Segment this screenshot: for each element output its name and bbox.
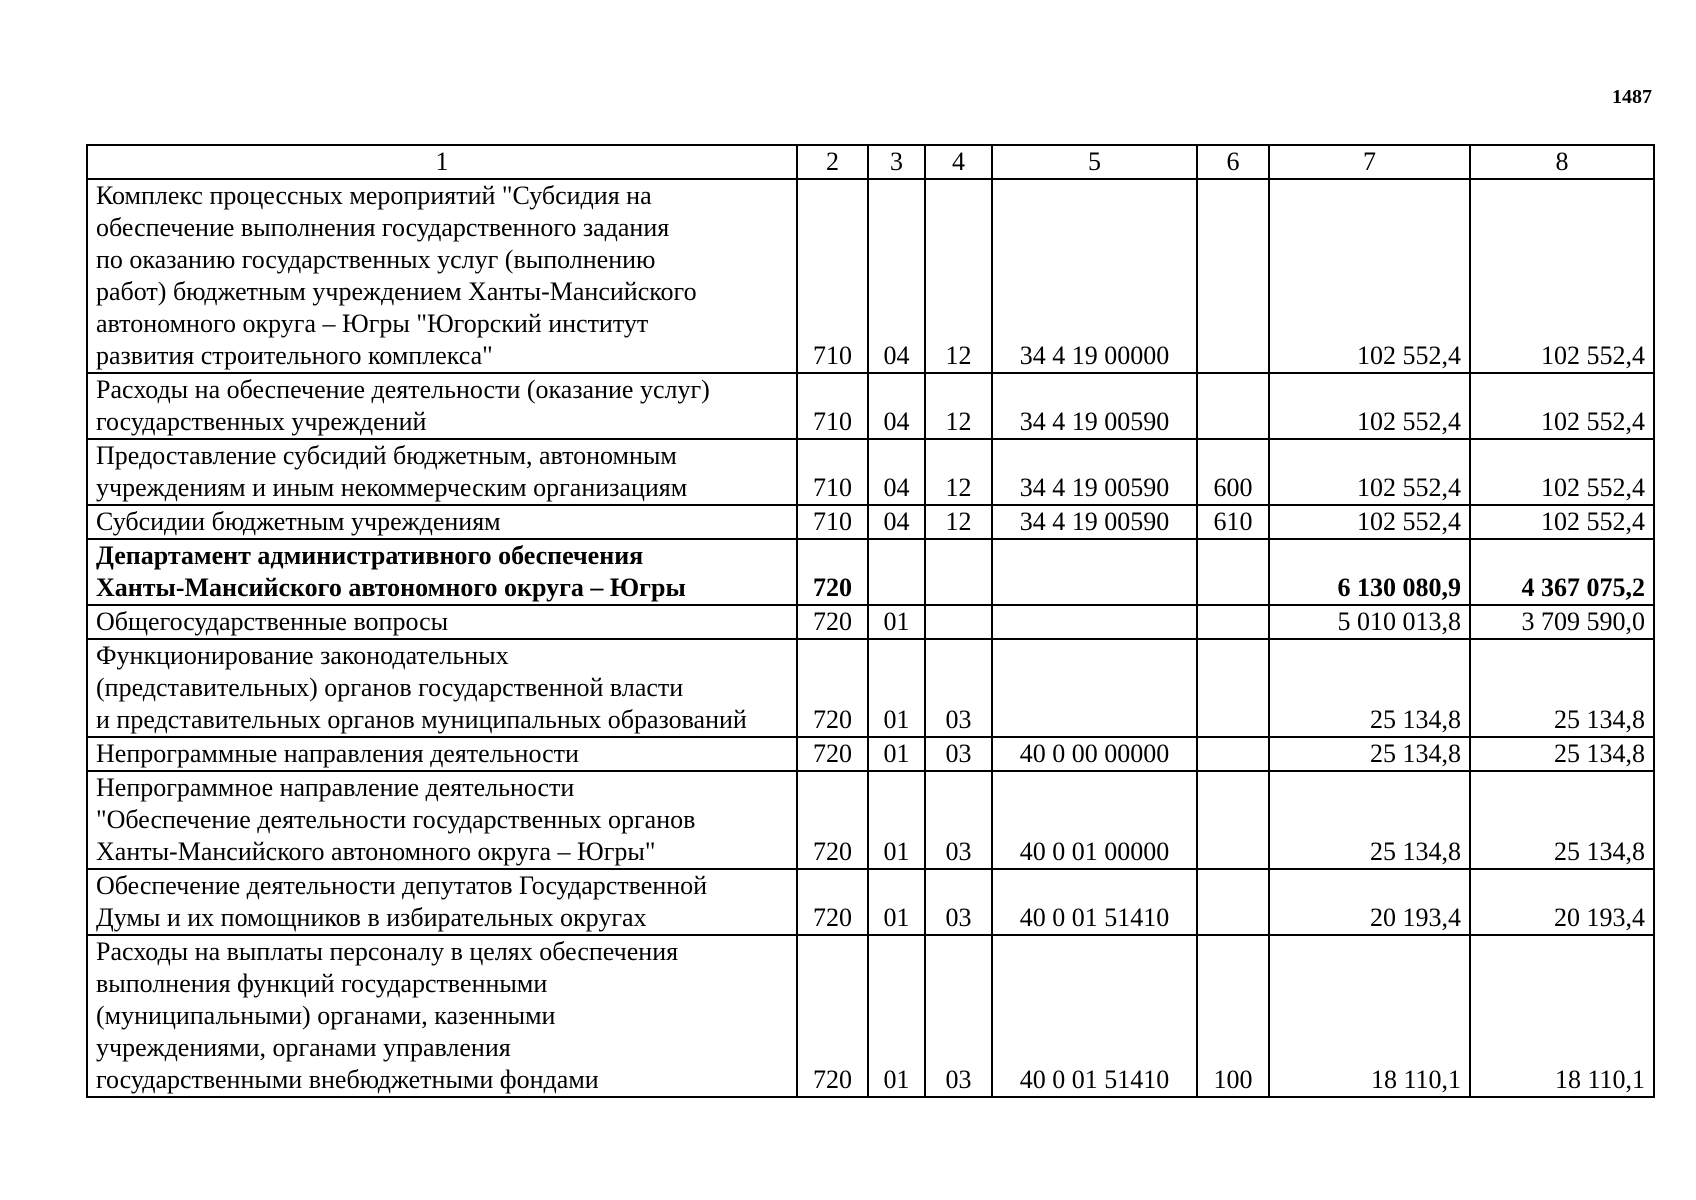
glavbudget-cell: 720 [797,771,868,869]
subsection-cell: 12 [925,439,992,505]
table-row [87,771,1654,869]
row-name-line: по оказанию государственных услуг (выполнению [96,245,656,274]
section-cell: 04 [868,505,925,539]
row-name-line: учреждениями, органами управления [96,1033,511,1062]
subsection-cell: 03 [925,869,992,935]
glavbudget-cell: 720 [797,935,868,1097]
target-article-cell: 34 4 19 00590 [992,439,1197,505]
row-name-cell [87,539,797,605]
amount-col8-cell: 25 134,8 [1470,639,1654,737]
glavbudget-cell: 710 [797,439,868,505]
header-cell: 7 [1269,145,1470,179]
table-row [87,505,1654,539]
subsection-cell: 12 [925,179,992,373]
table-row [87,737,1654,771]
amount-col8-cell: 102 552,4 [1470,373,1654,439]
expense-type-cell [1197,869,1269,935]
row-name-line: Обеспечение деятельности депутатов Государственной [96,871,708,900]
glavbudget-cell: 710 [797,373,868,439]
expense-type-cell [1197,771,1269,869]
table-row [87,639,1654,737]
row-name-cell [87,373,797,439]
subsection-cell: 03 [925,935,992,1097]
expense-type-cell: 100 [1197,935,1269,1097]
target-article-cell: 40 0 00 00000 [992,737,1197,771]
row-name-cell [87,639,797,737]
row-name-cell [87,869,797,935]
target-article-cell: 40 0 01 51410 [992,935,1197,1097]
section-cell: 01 [868,935,925,1097]
table-header-row [87,145,1654,179]
glavbudget-cell: 720 [797,639,868,737]
amount-col8-cell: 25 134,8 [1470,737,1654,771]
amount-col8-cell: 102 552,4 [1470,439,1654,505]
row-name-line: государственных учреждений [96,407,427,436]
table-row [87,373,1654,439]
amount-col7-cell: 102 552,4 [1269,505,1470,539]
amount-col7-cell: 25 134,8 [1269,771,1470,869]
table-row [87,869,1654,935]
header-cell: 2 [797,145,868,179]
table-row [87,179,1654,373]
expense-type-cell [1197,179,1269,373]
row-name-line: учреждениям и иным некоммерческим организациям [96,473,688,502]
row-name-line: Непрограммные направления деятельности [96,739,579,768]
amount-col7-cell: 102 552,4 [1269,439,1470,505]
subsection-cell: 03 [925,771,992,869]
row-name-line: (муниципальными) органами, казенными [96,1001,556,1030]
amount-col7-cell: 102 552,4 [1269,179,1470,373]
table-body [87,145,1654,1097]
target-article-cell: 40 0 01 00000 [992,771,1197,869]
row-name-line: Комплекс процессных мероприятий "Субсидия на [96,181,652,210]
table-row [87,439,1654,505]
glavbudget-cell: 720 [797,869,868,935]
page-number: 1487 [1612,86,1652,108]
subsection-cell: 12 [925,373,992,439]
target-article-cell [992,605,1197,639]
amount-col8-cell: 20 193,4 [1470,869,1654,935]
expense-type-cell [1197,605,1269,639]
row-name-line: автономного округа – Югры "Югорский институт [96,309,649,338]
subsection-cell: 03 [925,639,992,737]
section-cell: 04 [868,179,925,373]
target-article-cell: 34 4 19 00000 [992,179,1197,373]
subsection-cell [925,539,992,605]
amount-col7-cell: 25 134,8 [1269,737,1470,771]
amount-col8-cell: 25 134,8 [1470,771,1654,869]
glavbudget-cell: 710 [797,179,868,373]
subsection-cell: 03 [925,737,992,771]
header-cell: 1 [87,145,797,179]
row-name-line: Расходы на выплаты персоналу в целях обеспечения [96,937,679,966]
glavbudget-cell: 710 [797,505,868,539]
subsection-cell: 12 [925,505,992,539]
expense-type-cell [1197,737,1269,771]
row-name-cell [87,771,797,869]
section-cell: 01 [868,639,925,737]
expense-type-cell: 600 [1197,439,1269,505]
row-name-line: (представительных) органов государственной власти [96,673,684,702]
row-name-cell [87,737,797,771]
row-name-line: Ханты-Мансийского автономного округа – Югры [96,573,686,602]
amount-col8-cell: 102 552,4 [1470,179,1654,373]
expense-type-cell [1197,539,1269,605]
row-name-line: Функционирование законодательных [96,641,509,670]
row-name-line: государственными внебюджетными фондами [96,1065,599,1094]
section-cell: 04 [868,373,925,439]
budget-table [86,144,1655,1098]
amount-col7-cell: 6 130 080,9 [1269,539,1470,605]
glavbudget-cell: 720 [797,605,868,639]
row-name-line: Расходы на обеспечение деятельности (оказание услуг) [96,375,710,404]
row-name-line: Непрограммное направление деятельности [96,773,575,802]
row-name-line: Департамент административного обеспечения [96,541,644,570]
header-cell: 4 [925,145,992,179]
section-cell [868,539,925,605]
row-name-line: Думы и их помощников в избирательных округах [96,903,647,932]
header-cell: 8 [1470,145,1654,179]
target-article-cell [992,639,1197,737]
section-cell: 01 [868,737,925,771]
row-name-cell [87,605,797,639]
row-name-line: Общегосударственные вопросы [96,607,449,636]
amount-col7-cell: 18 110,1 [1269,935,1470,1097]
target-article-cell: 40 0 01 51410 [992,869,1197,935]
row-name-line: выполнения функций государственными [96,969,548,998]
row-name-line: Предоставление субсидий бюджетным, автономным [96,441,677,470]
amount-col8-cell: 3 709 590,0 [1470,605,1654,639]
row-name-line: обеспечение выполнения государственного задания [96,213,670,242]
row-name-line: развития строительного комплекса" [96,341,493,370]
row-name-cell [87,179,797,373]
row-name-line: "Обеспечение деятельности государственных органов [96,805,696,834]
target-article-cell: 34 4 19 00590 [992,505,1197,539]
row-name-line: Субсидии бюджетным учреждениям [96,507,501,536]
amount-col7-cell: 25 134,8 [1269,639,1470,737]
row-name-line: Ханты-Мансийского автономного округа – Югры" [96,837,656,866]
glavbudget-cell: 720 [797,737,868,771]
target-article-cell [992,539,1197,605]
expense-type-cell [1197,373,1269,439]
amount-col7-cell: 5 010 013,8 [1269,605,1470,639]
table-row [87,935,1654,1097]
amount-col7-cell: 20 193,4 [1269,869,1470,935]
section-cell: 04 [868,439,925,505]
row-name-line: работ) бюджетным учреждением Ханты-Мансийского [96,277,697,306]
header-cell: 3 [868,145,925,179]
amount-col8-cell: 18 110,1 [1470,935,1654,1097]
amount-col8-cell: 4 367 075,2 [1470,539,1654,605]
table-row [87,605,1654,639]
amount-col8-cell: 102 552,4 [1470,505,1654,539]
target-article-cell: 34 4 19 00590 [992,373,1197,439]
expense-type-cell: 610 [1197,505,1269,539]
section-cell: 01 [868,605,925,639]
row-name-cell [87,505,797,539]
amount-col7-cell: 102 552,4 [1269,373,1470,439]
expense-type-cell [1197,639,1269,737]
row-name-line: и представительных органов муниципальных образований [96,705,747,734]
row-name-cell [87,935,797,1097]
table-row [87,539,1654,605]
subsection-cell [925,605,992,639]
glavbudget-cell: 720 [797,539,868,605]
row-name-cell [87,439,797,505]
header-cell: 6 [1197,145,1269,179]
section-cell: 01 [868,869,925,935]
section-cell: 01 [868,771,925,869]
header-cell: 5 [992,145,1197,179]
